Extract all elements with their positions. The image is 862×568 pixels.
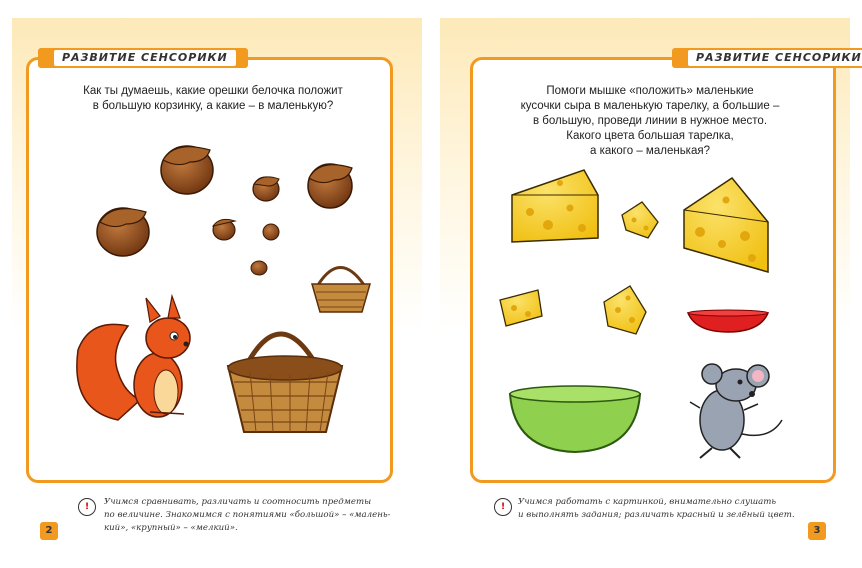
left-section-title: РАЗВИТИЕ СЕНСОРИКИ xyxy=(54,50,236,66)
right-section-title: РАЗВИТИЕ СЕНСОРИКИ xyxy=(688,50,862,66)
hazelnut-icon[interactable] xyxy=(263,224,279,240)
squirrel-icon[interactable] xyxy=(77,296,190,420)
cheese-icon[interactable] xyxy=(512,170,598,242)
left-question-text: Как ты думаешь, какие орешки белочка положит в большую корзинку, а какие – в маленькую? xyxy=(83,85,343,112)
tip-icon: ! xyxy=(78,498,96,516)
left-tip-text: Учимся сравнивать, различать и соотносить предметы по величине. Знакомимся с понятиями «большой» – «малень- кий», «крупный» – «мелкий». xyxy=(104,497,391,533)
page-number-left: 2 xyxy=(40,522,58,540)
small-basket-icon[interactable] xyxy=(312,268,370,313)
hazelnut-icon[interactable] xyxy=(251,261,267,275)
small-red-plate-icon[interactable] xyxy=(688,310,768,332)
hazelnut-icon[interactable] xyxy=(161,146,213,194)
tip-icon: ! xyxy=(494,498,512,516)
right-question-text: Помоги мышке «положить» маленькие кусочки сыра в маленькую тарелку, а большие – в большую, проведи линии в нужное место. Какого цвета большая тарелка, а какого – маленькая? xyxy=(520,85,780,157)
hazelnut-icon[interactable] xyxy=(97,208,149,256)
cheese-icon[interactable] xyxy=(604,286,646,334)
big-basket-icon[interactable] xyxy=(228,334,342,432)
right-tip-text: Учимся работать с картинкой, внимательно слушать и выполнять задания; различать красный и зелёный цвет. xyxy=(518,497,795,520)
cheese-icon[interactable] xyxy=(622,202,658,238)
cheese-icon[interactable] xyxy=(500,290,542,326)
big-green-bowl-icon[interactable] xyxy=(510,386,640,452)
cheese-icon[interactable] xyxy=(684,178,768,272)
hazelnut-icon[interactable] xyxy=(213,219,235,240)
hazelnut-icon[interactable] xyxy=(253,177,279,201)
page-number-right: 3 xyxy=(808,522,826,540)
hazelnut-icon[interactable] xyxy=(308,164,352,208)
mouse-icon[interactable] xyxy=(690,364,782,458)
